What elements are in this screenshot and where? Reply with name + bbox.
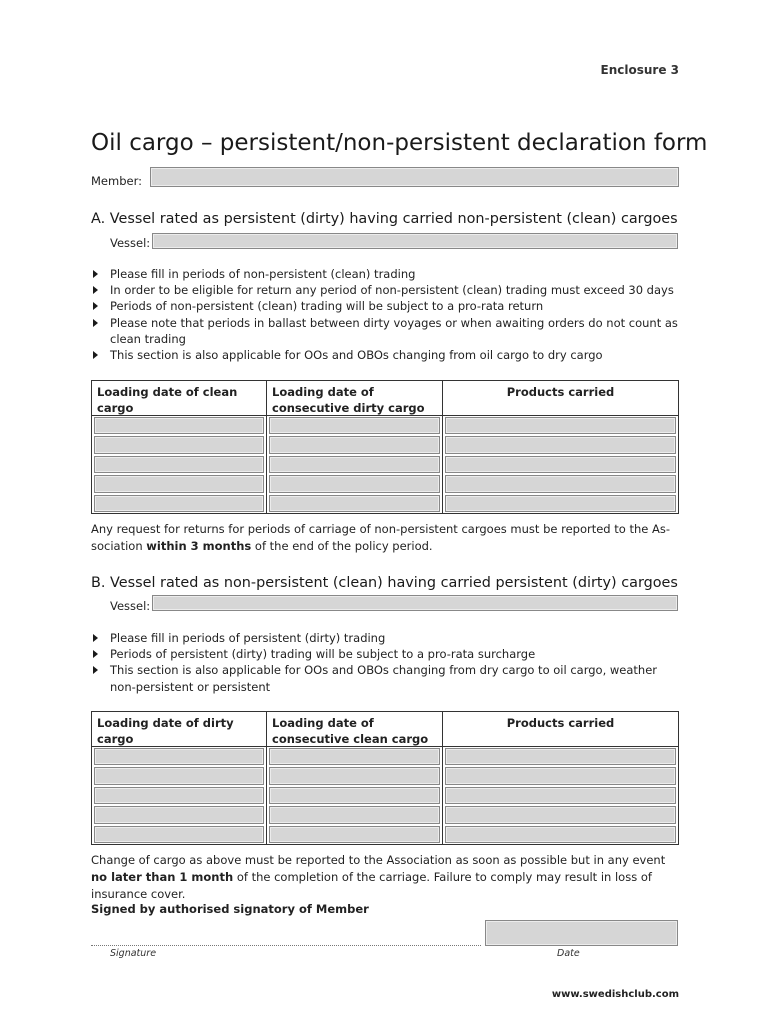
list-item: Periods of non-persistent (clean) trading will be subject to a pro-rata return bbox=[91, 298, 681, 314]
products-cell[interactable] bbox=[445, 456, 676, 473]
clean-loading-date-cell[interactable] bbox=[94, 436, 264, 453]
arrow-bullet-icon bbox=[93, 319, 98, 327]
clean-loading-date-cell[interactable] bbox=[269, 767, 440, 784]
clean-loading-date-cell[interactable] bbox=[94, 456, 264, 473]
arrow-bullet-icon bbox=[93, 666, 98, 674]
column-header-consecutive-dirty-date: Loading date of consecutive dirty cargo bbox=[267, 381, 443, 415]
products-cell[interactable] bbox=[445, 767, 676, 784]
arrow-bullet-icon bbox=[93, 286, 98, 294]
clean-loading-date-cell[interactable] bbox=[94, 475, 264, 492]
date-label: Date bbox=[557, 948, 580, 959]
closing-note: Change of cargo as above must be reported to the Association as soon as possible but in any event no later than 1 month of the completion of the carriage. Failure to comply may result in loss of insurance cover. bbox=[91, 853, 666, 901]
dirty-loading-date-cell[interactable] bbox=[269, 417, 440, 434]
clean-loading-date-cell[interactable] bbox=[269, 806, 440, 823]
column-header-clean-loading-date: Loading date of clean cargo bbox=[92, 381, 267, 415]
dirty-loading-date-cell[interactable] bbox=[94, 826, 264, 843]
table-header-row bbox=[92, 381, 678, 416]
table-row bbox=[92, 416, 678, 435]
list-item: Please note that periods in ballast between dirty voyages or when awaiting orders do not count as clean trading bbox=[91, 315, 681, 347]
products-cell[interactable] bbox=[445, 475, 676, 492]
table-row bbox=[92, 494, 678, 513]
arrow-bullet-icon bbox=[93, 302, 98, 310]
column-header-products: Products carried bbox=[506, 716, 615, 730]
dirty-loading-date-cell[interactable] bbox=[94, 767, 264, 784]
section-b-heading: B. Vessel rated as non-persistent (clean) having carried persistent (dirty) cargoes bbox=[91, 575, 678, 591]
member-label: Member: bbox=[91, 174, 142, 188]
page-title: Oil cargo – persistent/non-persistent declaration form bbox=[91, 130, 708, 156]
products-cell[interactable] bbox=[445, 748, 676, 765]
clean-loading-date-cell[interactable] bbox=[94, 417, 264, 434]
section-b-table bbox=[91, 711, 679, 845]
date-field[interactable] bbox=[485, 920, 678, 946]
clean-loading-date-cell[interactable] bbox=[269, 748, 440, 765]
signature-line[interactable] bbox=[91, 945, 481, 946]
member-field[interactable] bbox=[150, 167, 679, 187]
clean-loading-date-cell[interactable] bbox=[269, 787, 440, 804]
table-row bbox=[92, 766, 678, 785]
footer-url: www.swedishclub.com bbox=[551, 989, 679, 1000]
column-header-consecutive-clean-date: Loading date of consecutive clean cargo bbox=[267, 712, 443, 746]
table-row bbox=[92, 747, 678, 766]
section-a-heading: A. Vessel rated as persistent (dirty) having carried non-persistent (clean) cargoes bbox=[91, 211, 678, 227]
dirty-loading-date-cell[interactable] bbox=[269, 436, 440, 453]
list-item: Please fill in periods of non-persistent (clean) trading bbox=[91, 266, 681, 282]
dirty-loading-date-cell[interactable] bbox=[94, 806, 264, 823]
list-item: In order to be eligible for return any period of non-persistent (clean) trading must exceed 30 days bbox=[91, 282, 681, 298]
clean-loading-date-cell[interactable] bbox=[94, 495, 264, 512]
list-item: This section is also applicable for OOs and OBOs changing from dry cargo to oil cargo, weather non-persistent or persistent bbox=[91, 662, 681, 694]
dirty-loading-date-cell[interactable] bbox=[269, 495, 440, 512]
section-b-vessel-field[interactable] bbox=[152, 595, 678, 611]
signed-by-label: Signed by authorised signatory of Member bbox=[91, 902, 369, 916]
table-row bbox=[92, 435, 678, 454]
table-row bbox=[92, 805, 678, 824]
enclosure-label: Enclosure 3 bbox=[600, 63, 679, 77]
table-row bbox=[92, 825, 678, 844]
table-row bbox=[92, 786, 678, 805]
signature-label: Signature bbox=[110, 948, 157, 959]
products-cell[interactable] bbox=[445, 787, 676, 804]
products-cell[interactable] bbox=[445, 806, 676, 823]
dirty-loading-date-cell[interactable] bbox=[269, 475, 440, 492]
products-cell[interactable] bbox=[445, 495, 676, 512]
section-a-bullets bbox=[91, 266, 681, 363]
section-b-vessel-label: Vessel: bbox=[110, 599, 151, 613]
list-item: Periods of persistent (dirty) trading will be subject to a pro-rata surcharge bbox=[91, 646, 681, 662]
table-header-row bbox=[92, 712, 678, 747]
clean-loading-date-cell[interactable] bbox=[269, 826, 440, 843]
dirty-loading-date-cell[interactable] bbox=[94, 748, 264, 765]
table-row bbox=[92, 455, 678, 474]
dirty-loading-date-cell[interactable] bbox=[94, 787, 264, 804]
section-a-vessel-label: Vessel: bbox=[110, 236, 151, 250]
arrow-bullet-icon bbox=[93, 650, 98, 658]
arrow-bullet-icon bbox=[93, 270, 98, 278]
products-cell[interactable] bbox=[445, 436, 676, 453]
section-a-note: Any request for returns for periods of carriage of non-persistent cargoes must be reported to the As-sociation within 3 months of the end of the policy period. bbox=[91, 522, 670, 553]
section-a-table bbox=[91, 380, 679, 514]
dirty-loading-date-cell[interactable] bbox=[269, 456, 440, 473]
column-header-products: Products carried bbox=[506, 385, 615, 399]
column-header-dirty-loading-date: Loading date of dirty cargo bbox=[92, 712, 267, 746]
products-cell[interactable] bbox=[445, 826, 676, 843]
arrow-bullet-icon bbox=[93, 351, 98, 359]
list-item: This section is also applicable for OOs and OBOs changing from oil cargo to dry cargo bbox=[91, 347, 681, 363]
table-row bbox=[92, 474, 678, 493]
arrow-bullet-icon bbox=[93, 634, 98, 642]
products-cell[interactable] bbox=[445, 417, 676, 434]
list-item: Please fill in periods of persistent (dirty) trading bbox=[91, 630, 681, 646]
section-a-vessel-field[interactable] bbox=[152, 233, 678, 249]
section-b-bullets bbox=[91, 630, 681, 695]
